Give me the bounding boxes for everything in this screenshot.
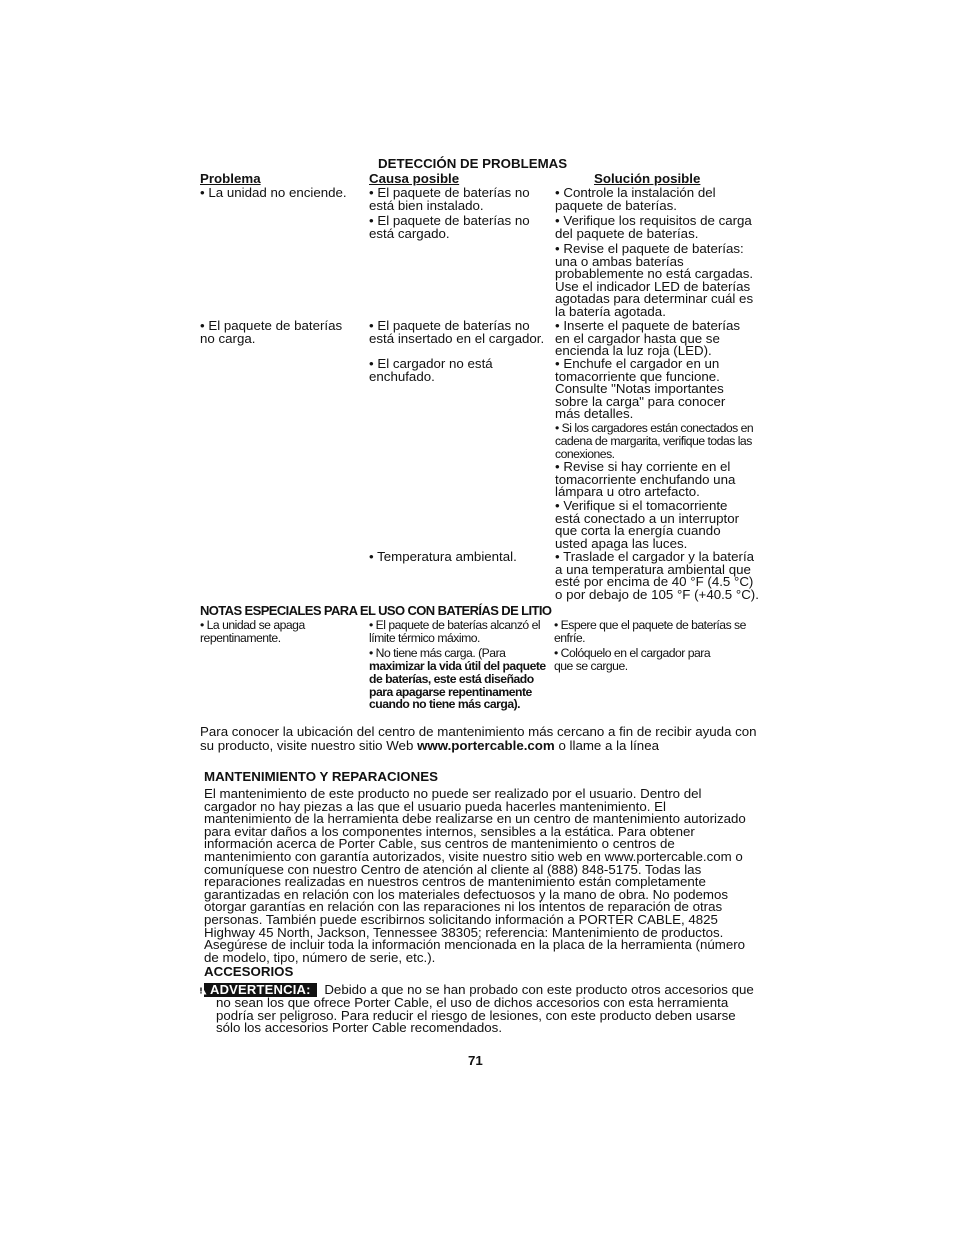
lithium-solution-2: • Colóquelo en el cargador para que se cargue. xyxy=(554,646,711,673)
column-header-cause: Causa posible xyxy=(369,171,460,186)
accessories-warning xyxy=(210,982,756,1036)
row2-solution-1: • Inserte el paquete de baterías en el cargador hasta que se encienda la luz roja (LED). xyxy=(555,318,741,359)
row2-cause-2: • El cargador no está enchufado. xyxy=(369,356,493,384)
service-text-intro: Para conocer la ubicación del centro de mantenimiento más cercano a fin de recibir ayuda con su producto, visite nuestro sitio Web xyxy=(200,724,757,753)
lithium-cause-2: • No tiene más carga. (Para xyxy=(369,646,506,660)
website-link[interactable]: www.portercable.com xyxy=(417,738,555,753)
warning-triangle-icon xyxy=(195,984,207,995)
row1-cause-2: • El paquete de baterías no está cargado. xyxy=(369,213,530,241)
maintenance-body: El mantenimiento de este producto no puede ser realizado por el usuario. Dentro del cargador no hay piezas a las que el usuario pueda hacerles mantenimiento. El mantenimiento de la herramienta debe realizarse en un centro de mantenimiento autorizado para evitar daños a los componentes internos, sensibles a la estática. Para obtener información acerca de Porter Cable, sus centros de mantenimiento o centros de mantenimiento con garantía autorizados, visite nuestro sitio web en www.portercable.com o comuníquese con nuestro Centro de atención al cliente al (888) 848-5175. Todas las reparaciones realizadas en nuestros centros de mantenimiento están completamente garantizadas en relación con los materiales defectuosos y la mano de obra. No podemos otorgar garantías en relación con las reparaciones ni los intentos de reparación de otras personas. También puede escribirnos solicitando información a PORTER CABLE, 4825 Highway 45 North, Jackson, Tennessee 38305; referencia: Mantenimiento de productos. Asegúrese de incluir toda la información mencionada en la placa de la herramienta (número de modelo, tipo, número de serie, etc.). xyxy=(204,786,746,965)
row2-solution-4: • Revise si hay corriente en el tomacorriente enchufando una lámpara u otro artefacto. xyxy=(555,459,736,500)
lithium-cause-1: • El paquete de baterías alcanzó el límite térmico máximo. xyxy=(369,618,541,645)
row3-cause: • Temperatura ambiental. xyxy=(369,549,517,564)
row2-cause-1: • El paquete de baterías no está insertado en el cargador. xyxy=(369,318,545,346)
accessories-warning-text: Debido a que no se han probado con este producto otros accesorios que no sean los que ofrece Porter Cable, el uso de dichos accesorios con esta herramienta podría ser peligroso. Para reducir el riesgo de lesiones, con este producto deben usarse sólo los accesorios Porter Cable recomendados. xyxy=(216,982,754,1036)
row3-solution: • Traslade el cargador y la batería a una temperatura ambiental que esté por encima de 40 °F (4.5 °C) o por debajo de 105 °F (+40.5 °C). xyxy=(555,549,759,602)
row2-problem: • El paquete de baterías no carga. xyxy=(200,318,343,346)
lithium-notes-title: NOTAS ESPECIALES PARA EL USO CON BATERÍAS DE LITIO xyxy=(200,603,552,618)
row1-solution-2: • Verifique los requisitos de carga del paquete de baterías. xyxy=(555,213,752,241)
page-number: 71 xyxy=(468,1053,483,1068)
lithium-problem: • La unidad se apaga repentinamente. xyxy=(200,618,305,645)
troubleshooting-title: DETECCIÓN DE PROBLEMAS xyxy=(378,156,568,171)
lithium-solution-1: • Espere que el paquete de baterías se enfríe. xyxy=(554,618,746,645)
row2-solution-2: • Enchufe el cargador en un tomacorriente que funcione. Consulte "Notas importantes sobre la carga" para conocer más detalles. xyxy=(555,356,726,422)
lithium-cause-2-detail: maximizar la vida útil del paquete de baterías, este está diseñado para apagarse repentinamente cuando no tiene más carga). xyxy=(369,659,546,712)
row1-cause-1: • El paquete de baterías no está bien instalado. xyxy=(369,185,530,213)
row1-solution-1: • Controle la instalación del paquete de baterías. xyxy=(555,185,716,213)
warning-label: ADVERTENCIA: xyxy=(210,982,311,997)
accessories-title: ACCESORIOS xyxy=(204,964,294,979)
maintenance-title: MANTENIMIENTO Y REPARACIONES xyxy=(204,769,438,784)
service-center-paragraph xyxy=(200,725,760,753)
service-text-end: o llame a la línea xyxy=(558,738,659,753)
row1-solution-3: • Revise el paquete de baterías: una o ambas baterías probablemente no está cargadas. Use el indicador LED de baterías agotadas para determinar cuál es la batería agotada. xyxy=(555,241,754,319)
row2-solution-5: • Verifique si el tomacorriente está conectado a un interruptor que corta la energía cuando usted apaga las luces. xyxy=(555,498,740,551)
row1-problem: • La unidad no enciende. xyxy=(200,185,347,200)
column-header-problem: Problema xyxy=(200,171,261,186)
row2-solution-3: • Si los cargadores están conectados en cadena de margarita, verifique todas las conexiones. xyxy=(555,421,754,461)
column-header-solution: Solución posible xyxy=(594,171,701,186)
